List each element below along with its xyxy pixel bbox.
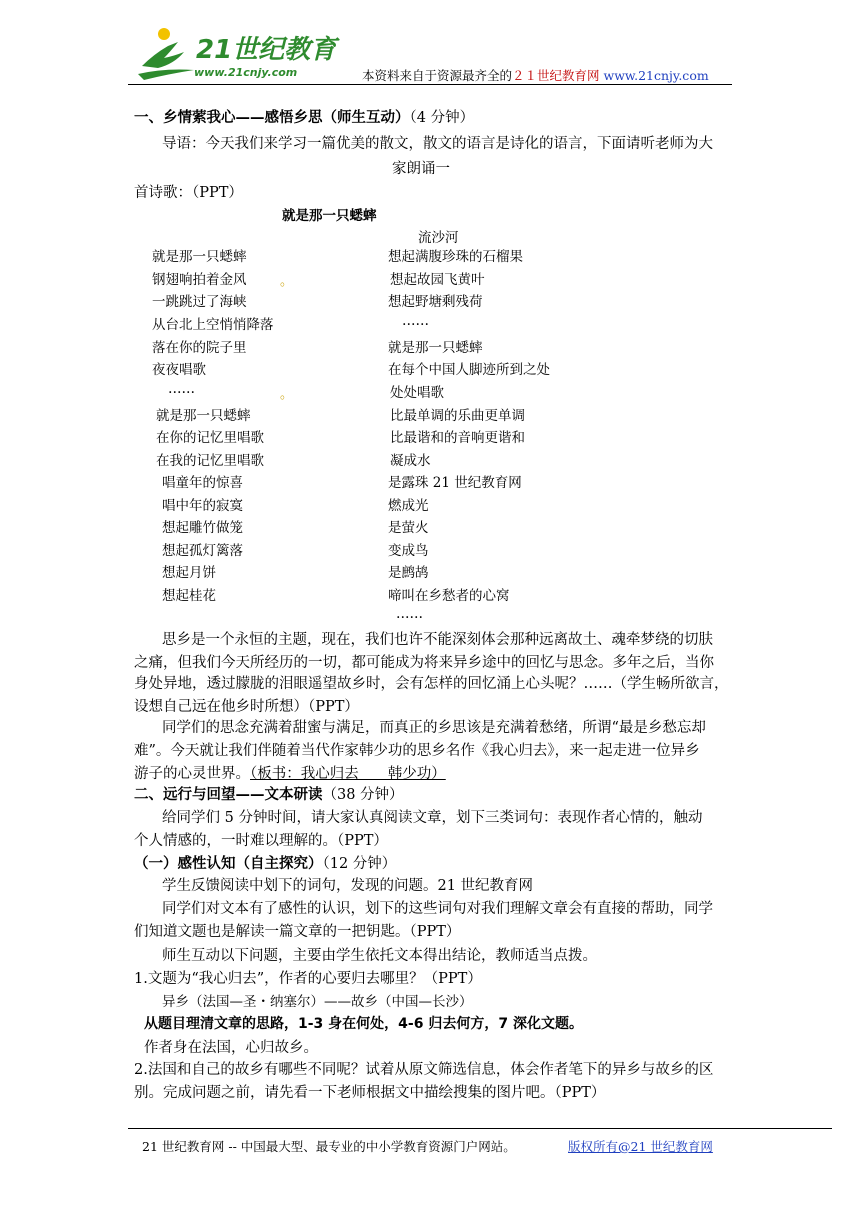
poem-left-line: 就是那一只蟋蟀 [152, 249, 247, 265]
section2-time: （38 分钟） [322, 787, 404, 803]
section2-p3-line-1: 同学们对文本有了感性的认识，划下的这些词句对我们理解文章会有直接的帮助，同学 [162, 901, 713, 917]
para2-line-3 [134, 762, 446, 783]
poem-left-line: 夜夜唱歌 [152, 362, 206, 378]
section2-p3-line-2: 们知道文题也是解读一篇文章的一把钥匙。（PPT） [134, 924, 461, 940]
section2-p1-line-1: 给同学们 5 分钟时间，请大家认真阅读文章，划下三类词句：表现作者心情的，触动 [162, 810, 703, 826]
poem-right-line: …… [396, 606, 423, 622]
poem-right-line: 是萤火 [388, 520, 429, 536]
question-1-conclusion: 作者身在法国，心归故乡。 [144, 1040, 318, 1056]
site-logo [134, 24, 344, 86]
footer-copyright-link[interactable]: 版权所有@21 世纪教育网 [568, 1139, 713, 1154]
section2-p1-line-2: 个人情感的，一时难以理解的。（PPT） [134, 833, 388, 849]
poem-right-line: 比最谐和的音响更谐和 [390, 430, 525, 446]
poem-left-line: …… [168, 381, 195, 397]
poem-left-line: 钢翅响拍着金风 [152, 272, 247, 288]
question-1-structure: 从题目理清文章的思路，1-3 身在何处，4-6 归去何方，7 深化文题。 [144, 1016, 583, 1032]
section1-title: 一、乡情萦我心——感悟乡思（师生互动） [134, 110, 410, 126]
poem-left-line: 就是那一只蟋蟀 [156, 408, 251, 424]
section2-p4: 师生互动以下问题，主要由学生依托文本得出结论，教师适当点拨。 [162, 948, 597, 964]
question-1-answer: 异乡（法国—圣・纳塞尔）——故乡（中国—长沙） [162, 994, 473, 1010]
poem-left-line: 从台北上空悄悄降落 [152, 317, 274, 333]
footer-divider [128, 1128, 832, 1129]
intro-line-3: 首诗歌：（PPT） [134, 185, 243, 201]
logo-url: www.21cnjy.com [194, 66, 298, 79]
poem-right-line: 比最单调的乐曲更单调 [390, 408, 525, 424]
poem-mark-2: 。 [280, 387, 294, 402]
logo-text: 21世纪教育 [196, 35, 337, 65]
section1-time: （4 分钟） [409, 110, 475, 126]
poem-left-line: 想起桂花 [162, 588, 216, 604]
poem-left-line: 唱童年的惊喜 [162, 475, 243, 491]
para1-line-1: 思乡是一个永恒的主题，现在，我们也许不能深刻体会那种远离故土、魂牵梦绕的切肤 [162, 632, 713, 648]
para2-line-3a: 游子的心灵世界。 [134, 766, 250, 782]
section2-heading [134, 783, 404, 804]
poem-right-line: 凝成水 [390, 453, 431, 469]
footer-text: 21 世纪教育网 -- 中国最大型、最专业的中小学教育资源门户网站。 [142, 1139, 516, 1154]
poem-right-line: 在每个中国人脚迹所到之处 [388, 362, 550, 378]
section2-p2: 学生反馈阅读中划下的词句，发现的问题。21 世纪教育网 [162, 878, 534, 894]
poem-right-line: 处处唱歌 [390, 385, 444, 401]
para2-line-1: 同学们的思念充满着甜蜜与满足，而真正的乡思该是充满着愁绪，所谓“最是乡愁忘却 [162, 720, 706, 736]
poem-right-line: 燃成光 [388, 498, 429, 514]
question-2-line-2: 别。完成问题之前，请先看一下老师根据文中描绘搜集的图片吧。（PPT） [134, 1085, 606, 1101]
poem-left-line: 想起月饼 [162, 565, 216, 581]
header-note [362, 66, 709, 84]
poem-right-line: 想起满腹珍珠的石榴果 [388, 249, 523, 265]
poem-right-line: …… [402, 313, 429, 329]
poem-right-line: 变成鸟 [388, 543, 429, 559]
subsection1-heading [134, 852, 396, 873]
intro-line-2: 家朗诵一 [392, 161, 450, 177]
header-note-site: ２１世纪教育网 [512, 68, 600, 83]
poem-left-line: 一跳跳过了海峡 [152, 294, 247, 310]
poem-left-line: 落在你的院子里 [152, 340, 247, 356]
header-note-url[interactable]: www.21cnjy.com [603, 68, 709, 83]
poem-right-line: 啼叫在乡愁者的心窝 [388, 588, 510, 604]
poem-right-line: 就是那一只蟋蟀 [388, 340, 483, 356]
para1-line-2: 之痛，但我们今天所经历的一切，都可能成为将来异乡途中的回忆与思念。多年之后，当你 [134, 655, 714, 671]
header-divider [128, 84, 732, 85]
question-2-line-1: 2.法国和自己的故乡有哪些不同呢？试着从原文筛选信息，体会作者笔下的异乡与故乡的区 [134, 1062, 714, 1078]
poem-title: 就是那一只蟋蟀 [282, 208, 377, 224]
subsection1-title: （一）感性认知（自主探究） [134, 856, 323, 872]
poem-right-line: 想起野塘剩残荷 [388, 294, 483, 310]
poem-left-line: 在我的记忆里唱歌 [156, 453, 264, 469]
section1-heading [134, 106, 474, 127]
poem-mark-1: 。 [280, 274, 294, 289]
poem-left-line: 想起孤灯篱落 [162, 543, 243, 559]
poem-left-line: 在你的记忆里唱歌 [156, 430, 264, 446]
poem-right-line: 想起故园飞黄叶 [390, 272, 485, 288]
poem-right-line: 是露珠 21 世纪教育网 [388, 475, 522, 491]
poem-right-line: 是鹧鸪 [388, 565, 429, 581]
para1-line-3: 身处异地，透过朦胧的泪眼遥望故乡时，会有怎样的回忆涌上心头呢？……（学生畅所欲言， [134, 676, 729, 692]
subsection1-time: （12 分钟） [322, 856, 397, 872]
header-note-prefix: 本资料来自于资源最齐全的 [362, 68, 513, 83]
blackboard-note: （板书：我心归去 韩少功） [250, 766, 446, 782]
poem-left-line: 唱中年的寂寞 [162, 498, 243, 514]
para1-line-4: 设想自己远在他乡时所想）（PPT） [134, 699, 359, 715]
para2-line-2: 难”。今天就让我们伴随着当代作家韩少功的思乡名作《我心归去》，来一起走进一位异乡 [134, 743, 700, 759]
intro-line-1: 导语：今天我们来学习一篇优美的散文，散文的语言是诗化的语言，下面请听老师为大 [162, 136, 713, 152]
section2-title: 二、远行与回望——文本研读 [134, 787, 323, 803]
poem-left-line: 想起雕竹做笼 [162, 520, 243, 536]
question-1: 1.文题为“我心归去”，作者的心要归去哪里？（PPT） [134, 971, 482, 987]
poem-author: 流沙河 [418, 230, 459, 246]
